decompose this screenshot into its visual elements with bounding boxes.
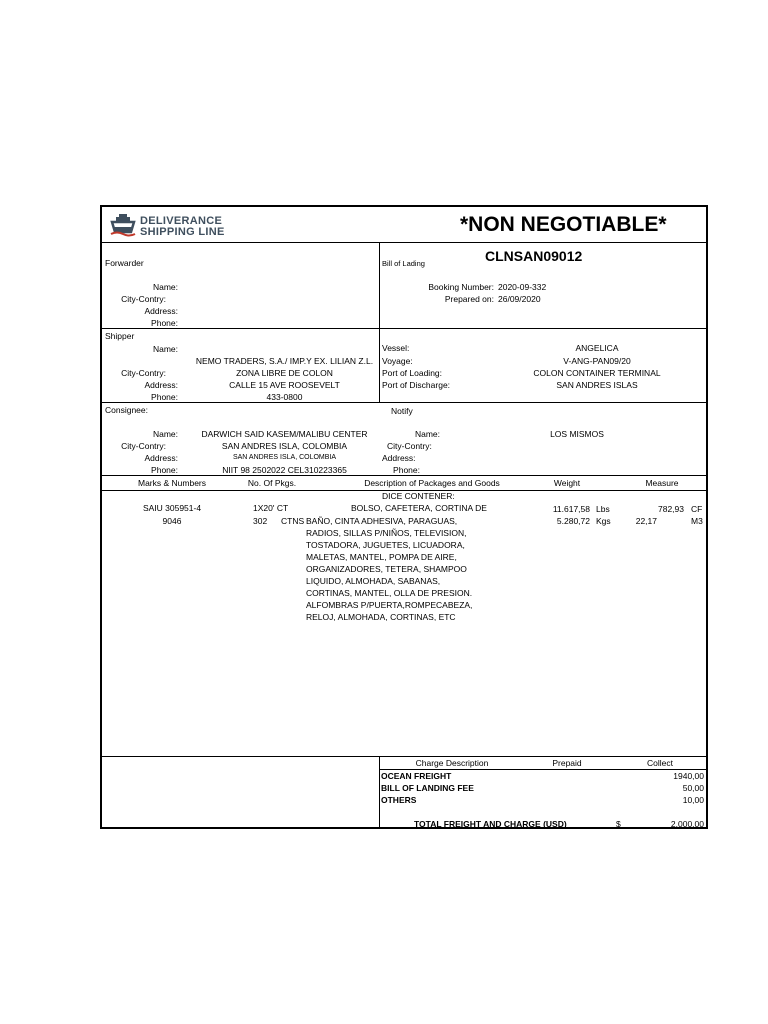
bill-of-lading-label: Bill of Lading [382, 259, 425, 268]
forwarder-section-label: Forwarder [105, 258, 144, 268]
bill-of-lading-number: CLNSAN09012 [485, 248, 583, 264]
notify-section-label: Notify [391, 406, 413, 416]
weight-lbs: 11.617,58 [552, 504, 590, 514]
shipper-city: ZONA LIBRE DE COLON [236, 368, 333, 378]
weight-kgs: 5.280,72 [556, 516, 590, 526]
voyage-value: V-ANG-PAN09/20 [563, 356, 631, 366]
charge-row-label: OTHERS [381, 795, 417, 805]
charge-row-collect: 10,00 [682, 795, 704, 805]
ship-logo-icon [110, 213, 136, 237]
charge-row-collect: 1940,00 [673, 771, 704, 781]
booking-number-label: Booking Number: [428, 282, 494, 292]
booking-number-value: 2020-09-332 [498, 282, 547, 292]
notify-phone-label: Phone: [393, 465, 420, 475]
shipper-name: NEMO TRADERS, S.A./ IMP.Y EX. LILIAN Z.L. [195, 356, 374, 366]
notify-address-label: Address: [382, 453, 416, 463]
document-title: *NON NEGOTIABLE* [460, 213, 667, 236]
collect-header: Collect [647, 758, 673, 768]
notify-name-label: Name: [414, 429, 440, 439]
voyage-label: Voyage: [382, 356, 413, 366]
consignee-city: SAN ANDRES ISLA, COLOMBIA [221, 441, 348, 451]
measure-m3-unit: M3 [691, 516, 703, 526]
consignee-section-label: Consignee: [105, 405, 149, 415]
vessel-value: ANGELICA [575, 343, 619, 353]
goods-line: BAÑO, CINTA ADHESIVA, PARAGUAS, [306, 516, 458, 526]
forwarder-address-label: Address: [144, 306, 178, 316]
goods-line: LIQUIDO, ALMOHADA, SABANAS, [306, 576, 441, 586]
notify-city-label: City-Contry: [387, 441, 432, 451]
consignee-name-label: Name: [152, 429, 178, 439]
goods-line: RELOJ, ALMOHADA, CORTINAS, ETC [306, 612, 456, 622]
goods-line: MALETAS, MANTEL, POMPA DE AIRE, [306, 552, 457, 562]
logo-line-2: SHIPPING LINE [140, 226, 225, 238]
goods-line: ALFOMBRAS P/PUERTA,ROMPECABEZA, [306, 600, 473, 610]
weight-header: Weight [553, 478, 581, 488]
shipper-phone-label: Phone: [151, 392, 178, 402]
packages-unit: CTNS [281, 516, 305, 526]
notify-name: LOS MISMOS [550, 429, 604, 439]
marks-line-2: 9046 [162, 516, 182, 526]
shipper-phone: 433-0800 [266, 392, 303, 402]
prepared-on-label: Prepared on: [444, 294, 494, 304]
forwarder-city-label: City-Contry: [121, 294, 166, 304]
weight-lbs-unit: Lbs [596, 504, 610, 514]
goods-line: CORTINAS, MANTEL, OLLA DE PRESION. [306, 588, 473, 598]
consignee-address: SAN ANDRES ISLA, COLOMBIA [232, 454, 337, 461]
measure-header: Measure [645, 478, 679, 488]
shipper-address-label: Address: [144, 380, 178, 390]
charge-row-collect: 50,00 [682, 783, 704, 793]
shipper-name-label: Name: [152, 344, 178, 354]
forwarder-phone-label: Phone: [151, 318, 178, 328]
packages-header: No. Of Pkgs. [247, 478, 297, 488]
description-header: Description of Packages and Goods [364, 478, 500, 488]
consignee-address-label: Address: [144, 453, 178, 463]
goods-line: BOLSO, CAFETERA, CORTINA DE [351, 503, 487, 513]
consignee-phone-label: Phone: [151, 465, 178, 475]
total-freight-value: 2.000,00 [670, 819, 704, 829]
shipper-city-label: City-Contry: [121, 368, 166, 378]
packages-line-1: 1X20' CT [253, 503, 289, 513]
logo-line-1: DELIVERANCE [140, 215, 223, 227]
measure-m3: 22,17 [635, 516, 657, 526]
charge-description-header: Charge Description [415, 758, 489, 768]
bill-of-lading-document [100, 205, 708, 829]
description-header-line: DICE CONTENER: [382, 491, 455, 501]
goods-line: RADIOS, SILLAS P/NIÑOS, TELEVISION, [306, 528, 467, 538]
prepared-on-value: 26/09/2020 [498, 294, 541, 304]
vessel-label: Vessel: [382, 343, 410, 353]
consignee-name: DARWICH SAID KASEM/MALIBU CENTER [201, 429, 368, 439]
goods-line: TOSTADORA, JUGUETES, LICUADORA, [306, 540, 465, 550]
forwarder-name-label: Name: [152, 282, 178, 292]
measure-cf-unit: CF [691, 504, 703, 514]
packages-line-2: 302 [253, 516, 268, 526]
prepaid-header: Prepaid [552, 758, 582, 768]
charge-row-label: OCEAN FREIGHT [381, 771, 452, 781]
consignee-city-label: City-Contry: [121, 441, 166, 451]
shipper-section-label: Shipper [105, 331, 135, 341]
charge-row-label: BILL OF LANDING FEE [381, 783, 474, 793]
shipper-address: CALLE 15 AVE ROOSEVELT [229, 380, 340, 390]
marks-line-1: SAIU 305951-4 [142, 503, 202, 513]
weight-kgs-unit: Kgs [596, 516, 611, 526]
company-logo [110, 213, 230, 239]
total-freight-label: TOTAL FREIGHT AND CHARGE (USD) [414, 819, 567, 829]
consignee-phone: NIIT 98 2502022 CEL310223365 [222, 465, 347, 475]
port-of-loading-label: Port of Loading: [382, 368, 443, 378]
port-of-loading-value: COLON CONTAINER TERMINAL [533, 368, 661, 378]
total-currency: $ [616, 819, 621, 829]
port-of-discharge-value: SAN ANDRES ISLAS [556, 380, 638, 390]
goods-line: ORGANIZADORES, TETERA, SHAMPOO [306, 564, 467, 574]
marks-numbers-header: Marks & Numbers [137, 478, 206, 488]
port-of-discharge-label: Port of Discharge: [382, 380, 451, 390]
measure-cf: 782,93 [658, 504, 684, 514]
